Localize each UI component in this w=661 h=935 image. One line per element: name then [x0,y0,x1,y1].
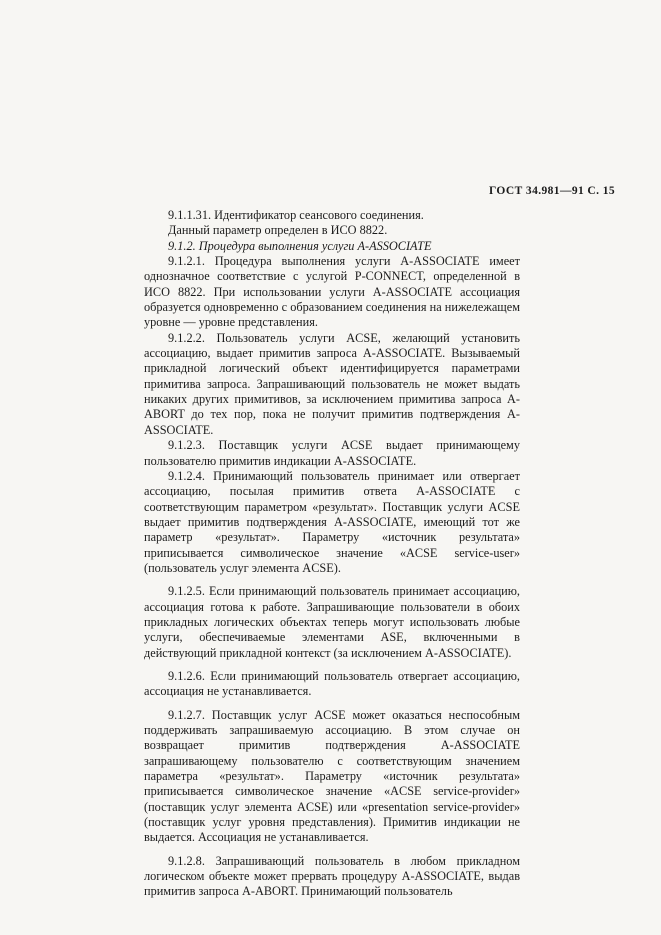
paragraph-parameter-note: Данный параметр определен в ИСО 8822. [168,223,388,238]
paragraph-9-1-2-3: 9.1.2.3. Поставщик услуги ACSE выдает принимающему пользователю примитив индикации A-ASSOCIATE. [144,438,520,468]
paragraph-9-1-2-2: 9.1.2.2. Пользователь услуги ACSE, желающий установить ассоциацию, выдает примитив запроса A-ASSOCIATE. Вызываемый прикладной логический объект идентифицируется параметрами примитива запроса. Запрашивающий пользователь не может выдать никаких других примитивов, за исключением примитива запроса A-ABORT до тех пор, пока не получит примитив подтверждения A-ASSOCIATE. [144,330,520,437]
paragraph-9-1-2-1: 9.1.2.1. Процедура выполнения услуги A-ASSOCIATE имеет однозначное соответствие с услугой P-CONNECT, определенной в ИСО 8822. При использовании услуги A-ASSOCIATE ассоциация образуется одновременно с образованием соединения на нижележащем уровне — уровне представления. [144,254,520,330]
section-heading-9-1-2: 9.1.2. Процедура выполнения услуги A-ASSOCIATE [168,238,432,253]
paragraph-9-1-2-8: 9.1.2.8. Запрашивающий пользователь в любом прикладном логическом объекте может прервать процедуру A-ASSOCIATE, выдав примитив запроса A-ABORT. Принимающий пользователь [144,853,520,899]
paragraph-9-1-2-7: 9.1.2.7. Поставщик услуг ACSE может оказаться неспособным поддерживать запрашиваемую ассоциацию. В этом случае он возвращает примитив подтверждения A-ASSOCIATE запрашивающему пользователю с соответствующим значением параметра «результат». Параметру «источник результата» приписывается символическое значение «ACSE service-provider» (поставщик услуг элемента ACSE) или «presentation service-provider» (поставщик услуг уровня представления). Примитив индикации не выдается. Ассоциация не устанавливается. [144,707,520,845]
paragraph-9-1-2-5: 9.1.2.5. Если принимающий пользователь принимает ассоциацию, ассоциация готова к работе. Запрашивающие пользователи в обоих прикладных логических объектах теперь могут использовать любые услуги, обеспечиваемые элементами ASE, включенными в действующий прикладной контекст (за исключением A-ASSOCIATE). [144,584,520,660]
document-body [144,208,520,900]
paragraph-9-1-2-6: 9.1.2.6. Если принимающий пользователь отвергает ассоциацию, ассоциация не устанавливается. [144,668,520,699]
paragraph-9-1-1-31: 9.1.1.31. Идентификатор сеансового соединения. [168,208,424,222]
paragraph-9-1-2-4: 9.1.2.4. Принимающий пользователь принимает или отвергает ассоциацию, посылая примитив ответа A-ASSOCIATE с соответствующим параметром «результат». Поставщик услуги ACSE выдает примитив подтверждения A-ASSOCIATE, имеющий тот же параметр «результат». Параметру «источник результата» приписывается символическое значение «ACSE service-user» (пользователь услуг элемента ACSE). [144,468,520,575]
page-header: ГОСТ 34.981—91 С. 15 [488,185,615,197]
